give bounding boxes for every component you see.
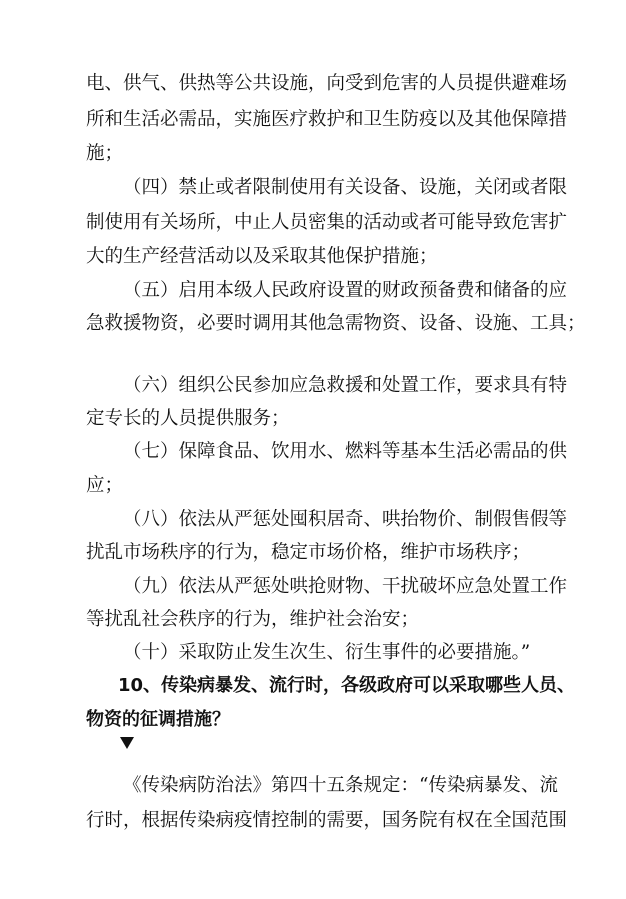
- text-line: 所和生活必需品，实施医疗救护和卫生防疫以及其他保障措: [86, 109, 568, 130]
- text-line: 急救援物资，必要时调用其他急需物资、设备、设施、工具；: [86, 313, 586, 334]
- text-line: （六）组织公民参加应急救援和处置工作，要求具有特: [123, 375, 568, 396]
- text-line: 等扰乱社会秩序的行为，维护社会治安；: [86, 609, 420, 630]
- question-heading: 10、传染病暴发、流行时，各级政府可以采取哪些人员、: [118, 675, 576, 696]
- answer-text: 《传染病防治法》第四十五条规定：“传染病暴发、流: [123, 775, 558, 796]
- text-line: 应；: [86, 475, 124, 496]
- text-line: 定专长的人员提供服务；: [86, 408, 290, 429]
- text-line: （七）保障食品、饮用水、燃料等基本生活必需品的供: [123, 441, 568, 462]
- text-line: 扰乱市场秩序的行为，稳定市场价格，维护市场秩序；: [86, 542, 531, 563]
- text-line: （八）依法从严惩处囤积居奇、哄抬物价、制假售假等: [123, 509, 568, 530]
- down-triangle-icon: [120, 737, 134, 749]
- text-line: （五）启用本级人民政府设置的财政预备费和储备的应: [123, 280, 568, 301]
- question-heading: 物资的征调措施？: [86, 709, 230, 730]
- text-line: 制使用有关场所，中止人员密集的活动或者可能导致危害扩: [86, 212, 568, 233]
- text-line: 电、供气、供热等公共设施，向受到危害的人员提供避难场: [86, 73, 568, 94]
- text-line: 施；: [86, 143, 124, 164]
- answer-text: 行时，根据传染病疫情控制的需要，国务院有权在全国范围: [86, 810, 568, 831]
- text-line: （四）禁止或者限制使用有关设备、设施，关闭或者限: [123, 177, 568, 198]
- text-line: （九）依法从严惩处哄抢财物、干扰破坏应急处置工作: [123, 576, 568, 597]
- text-line: （十）采取防止发生次生、衍生事件的必要措施。”: [123, 642, 531, 663]
- text-line: 大的生产经营活动以及采取其他保护措施；: [86, 246, 438, 267]
